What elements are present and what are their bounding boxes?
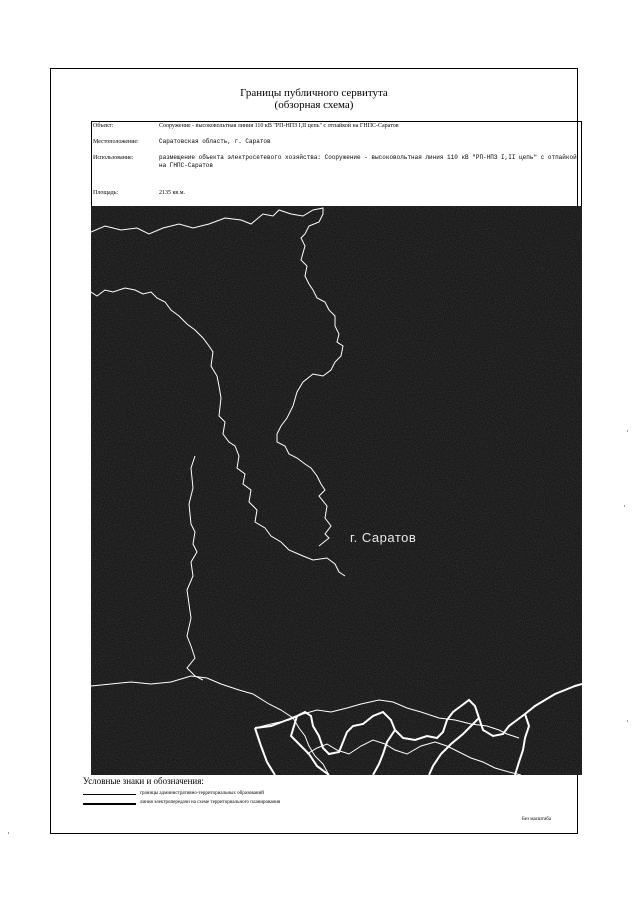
info-value: Сооружение - высоковольтная линия 110 кВ "РП-НПЗ I,II цепь" с отпайкой на ГНПС-Саратов <box>159 123 399 129</box>
map-sheet <box>50 68 578 834</box>
scale-note: Без масштаба <box>521 817 551 822</box>
map-boundaries <box>91 206 582 775</box>
sheet-title <box>51 87 577 111</box>
scan-speck <box>624 505 625 507</box>
title-line-2: (обзорная схема) <box>274 99 354 111</box>
legend-swatch-thin <box>83 794 136 795</box>
city-label: г. Саратов <box>350 530 417 545</box>
title-line-1: Границы публичного сервитута <box>240 87 388 99</box>
scan-speck <box>8 832 9 834</box>
scan-speck <box>627 720 628 722</box>
scan-speck <box>627 430 628 432</box>
info-table <box>91 121 582 207</box>
legend-text: линия электропередачи на схеме территориального планирования <box>140 800 281 805</box>
info-row-object <box>92 122 581 138</box>
info-row-usage <box>92 154 581 189</box>
legend-swatch-thick <box>83 803 136 805</box>
map-area <box>91 206 582 775</box>
legend-title: Условные знаки и обозначения: <box>83 776 204 786</box>
info-label: Местоположение: <box>93 139 139 145</box>
info-label: Площадь: <box>93 190 119 196</box>
map-texture <box>91 206 582 775</box>
info-value: Саратовская область, г. Саратов <box>159 138 271 145</box>
info-value: 2135 кв.м. <box>159 190 186 196</box>
info-value: размещение объекта электросетевого хозяйства: Сооружение - высоковольтная линия 110 кВ "РП-НПЗ I,II цепь" с отпайкой на ГНПС-Саратов <box>159 154 577 169</box>
info-label: Использование: <box>93 155 134 161</box>
legend-text: границы административно-территориальных образований <box>140 791 264 796</box>
info-row-area <box>92 189 581 207</box>
info-label: Объект: <box>93 123 114 129</box>
info-row-location <box>92 138 581 154</box>
